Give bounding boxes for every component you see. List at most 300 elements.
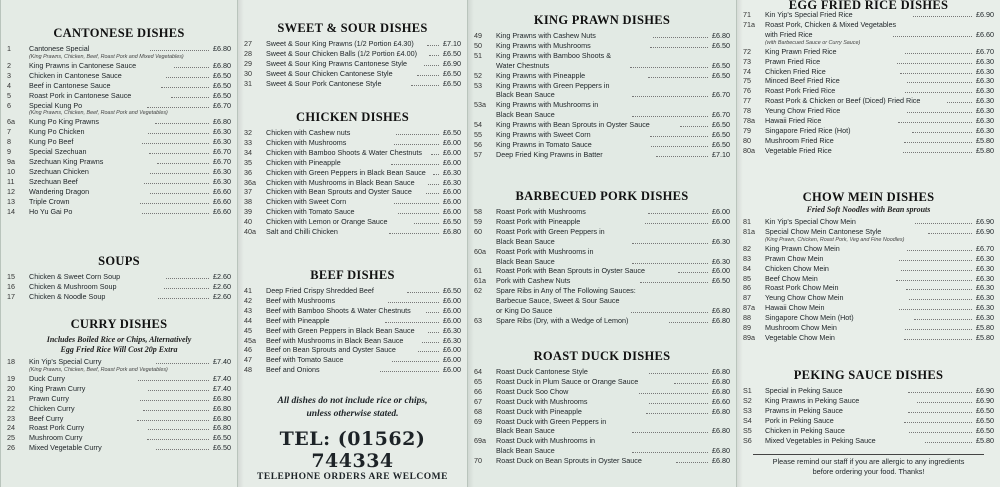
menu-item: [7, 157, 231, 167]
leader-dots: [676, 462, 708, 463]
menu-item: [474, 387, 730, 397]
menu-item: [7, 423, 231, 433]
item-number: 62: [474, 286, 482, 296]
item-price: £6.00: [712, 216, 730, 226]
leader-dots: [903, 152, 972, 153]
leader-dots: [138, 380, 209, 381]
item-price: £6.80: [213, 44, 231, 53]
item-price: £6.30: [443, 335, 461, 345]
item-name: Cantonese Special: [29, 44, 90, 53]
item-number: 15: [7, 272, 15, 281]
item-price: £5.80: [976, 323, 994, 333]
item-name-continued: Black Bean Sauce: [496, 256, 555, 266]
item-name: Chicken with Bean Sprouts and Oyster Sauce: [266, 187, 412, 197]
item-price: £6.50: [712, 139, 731, 149]
leader-dots: [148, 429, 209, 430]
peking-section: [743, 368, 994, 445]
leader-dots: [904, 339, 972, 340]
allergy-line-1: Please remind our staff if you are allergic to any ingredients: [772, 457, 965, 466]
item-name: Chicken in Cantonese Sauce: [29, 70, 122, 80]
menu-item: [474, 436, 730, 446]
item-number: 28: [244, 48, 252, 58]
item-name: Mixed Vegetables in Peking Sauce: [765, 435, 876, 445]
roast-duck-title: ROAST DUCK DISHES: [533, 349, 671, 363]
item-price: £2.60: [213, 272, 231, 281]
item-price: £6.50: [443, 78, 461, 88]
item-note: (King Prawns, Chicken, Beef, Roast Pork and Vegetables): [29, 110, 168, 117]
item-price: £6.30: [976, 253, 995, 263]
item-price: £6.00: [443, 315, 462, 325]
leader-dots: [389, 233, 439, 234]
item-name: Beef with Mushrooms in Black Bean Sauce: [266, 335, 404, 345]
item-price: £6.50: [712, 40, 731, 50]
item-price: £6.70: [976, 46, 995, 56]
leader-dots: [649, 403, 708, 404]
item-name: Sweet & Sour King Prawns Cantonese Style: [266, 58, 408, 68]
menu-item: [743, 406, 994, 416]
item-number: 65: [474, 376, 482, 386]
item-name: King Prawns with Pineapple: [496, 70, 586, 80]
menu-item: [7, 357, 231, 367]
leader-dots: [140, 400, 209, 401]
menu-item: [7, 187, 231, 197]
leader-dots: [142, 213, 209, 214]
item-name-continued: Black Bean Sauce: [496, 236, 555, 246]
item-name: King Prawns with Green Peppers in: [496, 80, 610, 90]
menu-item-continuation: [474, 90, 730, 100]
item-price: £6.50: [443, 48, 462, 58]
item-name-continued: Black Bean Sauce: [496, 426, 555, 436]
item-price: £6.00: [443, 355, 462, 365]
item-name: Chicken in Peking Sauce: [765, 425, 845, 435]
king-prawn-section: [474, 13, 730, 160]
item-name: Beef Curry: [29, 413, 64, 423]
item-note: (King Prawn, Chicken, Roast Pork, Veg and Fine Noodles): [765, 236, 905, 243]
item-name: Sweet & Sour Chicken Balls (1/2 Portion £4.00): [266, 48, 418, 58]
leader-dots: [908, 412, 972, 413]
leader-dots: [645, 223, 708, 224]
leader-dots: [632, 432, 708, 433]
item-name: Spare Ribs in Any of The Following Sauces:: [496, 286, 636, 296]
menu-item: [244, 128, 461, 138]
leader-dots: [150, 50, 209, 51]
menu-item: [474, 397, 730, 407]
item-name: King Prawn Fried Rice: [765, 46, 837, 56]
menu-item: [743, 264, 994, 274]
menu-item: [7, 207, 231, 217]
leader-dots: [905, 53, 972, 54]
item-number: 48: [244, 365, 252, 375]
item-number: 45a: [244, 335, 256, 345]
leader-dots: [898, 122, 972, 123]
item-number: 69a: [474, 436, 486, 446]
leader-dots: [150, 173, 209, 174]
menu-item: [743, 386, 994, 396]
item-number: 35: [244, 157, 252, 167]
item-number: 43: [244, 305, 252, 315]
item-number: 19: [7, 373, 15, 383]
item-name: Triple Crown: [29, 196, 70, 206]
item-number: 44: [244, 315, 252, 325]
menu-item: [474, 367, 730, 377]
item-price: £6.00: [443, 197, 462, 207]
item-name: King Prawns with Sweet Corn: [496, 130, 591, 140]
item-number: 55: [474, 130, 482, 140]
item-price: £6.80: [712, 31, 730, 40]
item-number: S2: [743, 395, 752, 405]
curry-title: CURRY DISHES: [70, 317, 168, 331]
item-name: Roast Pork with Bean Sprouts in Oyster Sauce: [496, 266, 646, 276]
leader-dots: [632, 263, 708, 264]
item-number: 86: [743, 283, 751, 293]
menu-item: [743, 313, 994, 323]
item-price: £6.50: [712, 70, 731, 80]
item-price: £6.00: [443, 157, 461, 167]
leader-dots: [907, 82, 972, 83]
item-number: 80a: [743, 145, 755, 155]
item-price: £6.80: [712, 306, 730, 316]
item-name: Vegetable Fried Rice: [765, 145, 832, 155]
leader-dots: [433, 174, 439, 175]
item-number: 32: [244, 128, 252, 137]
item-number: S4: [743, 415, 752, 425]
leader-dots: [650, 136, 708, 137]
item-price: £6.30: [213, 127, 232, 137]
item-price: £6.80: [712, 386, 730, 396]
item-price: £6.30: [976, 116, 995, 126]
item-number: 17: [7, 291, 15, 301]
menu-item: [743, 126, 994, 136]
item-price: £6.50: [213, 433, 231, 443]
item-name: Roast Duck Soo Chow: [496, 386, 569, 396]
item-name: Wandering Dragon: [29, 186, 90, 196]
item-price: £6.80: [213, 413, 232, 423]
item-name: Mixed Vegetable Curry: [29, 443, 102, 453]
chicken-title: CHICKEN DISHES: [296, 110, 409, 124]
menu-panel-4: [736, 0, 1000, 487]
menu-item: [743, 106, 994, 116]
item-number: 9a: [7, 157, 15, 167]
item-number: S1: [743, 386, 752, 395]
item-number: 73: [743, 56, 751, 66]
menu-item: [244, 355, 461, 365]
item-price: £6.30: [213, 176, 232, 186]
item-name: Szechuan Chicken: [29, 166, 89, 176]
item-name: Special Chow Mein Cantonese Style: [765, 226, 882, 236]
item-name: King Prawns in Tomato Sauce: [496, 139, 592, 149]
menu-item: [743, 274, 994, 284]
item-price: £6.30: [443, 177, 461, 187]
menu-item: [474, 377, 730, 387]
item-price: £2.60: [213, 281, 231, 291]
menu-item: [244, 326, 461, 336]
menu-item: [7, 404, 231, 414]
leader-dots: [417, 75, 439, 76]
leader-dots: [166, 77, 209, 78]
item-name-continued: Water Chestnuts: [496, 60, 550, 70]
menu-item: [474, 71, 730, 81]
chicken-section: [244, 110, 461, 237]
roast-duck-section: [474, 349, 730, 466]
item-number: 16: [7, 281, 15, 291]
cantonese-section: [7, 26, 231, 217]
menu-item: [743, 47, 994, 57]
leader-dots: [171, 97, 209, 98]
item-price: £6.60: [213, 206, 232, 216]
item-number: 52: [474, 70, 482, 80]
item-name: King Prawns in Cantonese Sauce: [29, 60, 137, 70]
item-number: 78a: [743, 116, 755, 126]
item-number: 30: [244, 68, 252, 78]
menu-item: [7, 414, 231, 424]
leader-dots: [411, 85, 439, 86]
leader-dots: [380, 371, 439, 372]
menu-item: [743, 86, 994, 96]
item-price: £6.30: [712, 236, 730, 246]
menu-item: [244, 217, 461, 227]
leader-dots: [385, 322, 439, 323]
leader-dots: [905, 92, 972, 93]
item-number: 10: [7, 166, 15, 176]
item-number: 69: [474, 416, 482, 426]
leader-dots: [912, 132, 972, 133]
leader-dots: [394, 203, 439, 204]
item-price: £6.80: [712, 456, 731, 466]
menu-item: [743, 303, 994, 313]
item-number: 14: [7, 206, 15, 216]
item-name: Beef and Onions: [266, 365, 320, 375]
item-price: £7.40: [213, 373, 232, 383]
item-name: Roast Pork with Green Peppers in: [496, 226, 605, 236]
item-name: Prawn Curry: [29, 393, 69, 403]
item-number: 67: [474, 396, 482, 406]
item-number: 6: [7, 100, 11, 110]
leader-dots: [900, 73, 972, 74]
item-name: Mushroom Chow Mein: [765, 323, 837, 333]
item-number: 71a: [743, 19, 755, 29]
leader-dots: [631, 312, 708, 313]
item-price: £6.90: [976, 395, 995, 405]
item-number: 58: [474, 207, 482, 216]
item-number: 66: [474, 386, 482, 396]
leader-dots: [424, 65, 439, 66]
item-price: £5.80: [976, 435, 994, 445]
item-name: King Prawns in Peking Sauce: [765, 395, 860, 405]
item-number: 63: [474, 315, 482, 325]
item-number: 89: [743, 323, 751, 333]
item-name: Beef with Pineapple: [266, 315, 330, 325]
item-price: £6.30: [976, 273, 995, 283]
item-name: Chicken with Green Peppers in Black Bean Sauce: [266, 167, 426, 177]
leader-dots: [632, 452, 708, 453]
item-price: £5.80: [976, 135, 995, 145]
beef-item-list: [244, 286, 461, 375]
item-name: Yeung Chow Fried Rice: [765, 106, 841, 116]
menu-item: [743, 283, 994, 293]
menu-item: [244, 306, 461, 316]
item-name-continued: Black Bean Sauce: [496, 90, 555, 100]
menu-item: [244, 227, 461, 237]
item-number: 25: [7, 433, 15, 443]
item-number: 40a: [244, 227, 256, 237]
menu-item: [474, 150, 730, 160]
soups-item-list: [7, 272, 231, 302]
chicken-item-list: [244, 128, 461, 237]
item-number: 6a: [7, 117, 15, 127]
item-number: 23: [7, 413, 15, 423]
leader-dots: [651, 146, 708, 147]
item-name: Pork with Cashew Nuts: [496, 276, 571, 286]
leader-dots: [426, 193, 439, 194]
notice-section: [244, 395, 461, 421]
item-number: 72: [743, 46, 751, 56]
leader-dots: [422, 342, 439, 343]
item-price: £6.30: [712, 256, 730, 266]
item-number: 18: [7, 357, 15, 366]
item-number: 50: [474, 40, 482, 50]
leader-dots: [907, 112, 972, 113]
item-number: 87a: [743, 303, 755, 313]
menu-item: [743, 67, 994, 77]
leader-dots: [908, 392, 972, 393]
menu-item: [743, 146, 994, 156]
leader-dots: [392, 361, 439, 362]
item-price: £6.30: [976, 86, 994, 96]
item-number: 60a: [474, 246, 486, 256]
menu-item: [244, 296, 461, 306]
item-name: Mushroom Fried Rice: [765, 135, 834, 145]
item-number: 87: [743, 293, 751, 303]
item-name: King Prawn Curry: [29, 383, 86, 393]
leader-dots: [897, 63, 972, 64]
item-price: £6.30: [976, 106, 994, 116]
menu-item: [7, 91, 231, 101]
item-price: £6.50: [443, 68, 461, 78]
menu-item: [244, 345, 461, 355]
item-number: 59: [474, 216, 482, 226]
leader-dots: [147, 107, 209, 108]
leader-dots: [398, 213, 439, 214]
leader-dots: [156, 449, 209, 450]
item-price: £6.30: [443, 167, 461, 177]
item-name: Vegetable Chow Mein: [765, 332, 835, 342]
item-price: £6.80: [712, 367, 731, 376]
menu-panel-3: [467, 0, 736, 487]
chow-mein-item-list: [743, 217, 994, 343]
item-number: 89a: [743, 332, 755, 342]
item-name: Chicken with Sweet Corn: [266, 197, 347, 207]
item-name: Beef Chow Mein: [765, 273, 818, 283]
menu-item: [743, 10, 994, 20]
item-number: S6: [743, 435, 752, 445]
item-price: £6.50: [976, 425, 995, 435]
item-name: King Prawns with Mushrooms in: [496, 100, 599, 110]
allergy-section: [743, 454, 994, 477]
item-number: 49: [474, 31, 482, 40]
leader-dots: [157, 163, 209, 164]
item-number: 31: [244, 78, 252, 88]
leader-dots: [649, 373, 708, 374]
item-name: Special Szechuan: [29, 147, 87, 157]
item-price: £6.70: [976, 243, 994, 253]
leader-dots: [147, 439, 209, 440]
item-name: Minced Beef Fried Rice: [765, 76, 840, 86]
item-number: 88: [743, 313, 751, 323]
item-number: 61a: [474, 276, 486, 286]
item-name: Ho Yu Gai Po: [29, 206, 73, 216]
chow-mein-subtitle: Fried Soft Noodles with Bean sprouts: [806, 205, 931, 214]
item-number: 20: [7, 383, 15, 393]
item-name-continued: Black Bean Sauce: [496, 110, 555, 120]
menu-item: [7, 282, 231, 292]
cantonese-item-list: [7, 44, 231, 217]
item-price: £6.90: [976, 10, 995, 19]
item-name: Roast Pork with Pineapple: [496, 216, 581, 226]
leader-dots: [164, 288, 209, 289]
item-name: Chicken with Mushrooms: [266, 137, 347, 147]
item-price: £6.30: [976, 283, 994, 293]
leader-dots: [144, 183, 209, 184]
item-price: £6.80: [712, 315, 731, 325]
leader-dots: [137, 420, 209, 421]
menu-item: [7, 101, 231, 111]
item-price: £6.50: [712, 130, 730, 140]
menu-item-continuation: [474, 296, 730, 306]
item-number: 51: [474, 50, 482, 60]
item-number: 4: [7, 80, 11, 90]
item-number: 75: [743, 76, 751, 86]
item-number: 42: [244, 295, 252, 305]
menu-item: [244, 286, 461, 296]
menu-item: [244, 59, 461, 69]
menu-item: [743, 20, 994, 30]
item-name-continued: Black Bean Sauce: [496, 446, 555, 456]
soups-section: [7, 254, 231, 302]
item-name: Roast Pork with Mushrooms: [496, 207, 586, 216]
item-name: Chicken with Bamboo Shoots & Water Chestnuts: [266, 147, 422, 157]
menu-item-continuation: [474, 257, 730, 267]
leader-dots: [156, 363, 209, 364]
menu-item: [474, 100, 730, 110]
leader-dots: [896, 280, 972, 281]
item-price: £6.50: [443, 217, 461, 227]
menu-item-continuation: [474, 446, 730, 456]
item-number: 5: [7, 90, 11, 100]
item-name: King Prawn Chow Mein: [765, 243, 840, 253]
item-price: £6.00: [443, 295, 462, 305]
menu-item: [743, 76, 994, 86]
leader-dots: [915, 223, 972, 224]
item-name: King Prawns with Cashew Nuts: [496, 31, 596, 40]
leader-dots: [648, 77, 708, 78]
item-name: Deep Fried King Prawns in Batter: [496, 149, 603, 159]
menu-item: [7, 61, 231, 71]
item-number: 37: [244, 187, 252, 197]
item-name: Chicken Curry: [29, 403, 75, 413]
menu-item: [244, 39, 461, 49]
leader-dots: [148, 133, 209, 134]
item-name: Prawns in Peking Sauce: [765, 405, 843, 415]
item-price: £6.90: [443, 58, 461, 68]
item-number: 12: [7, 186, 15, 196]
item-name: Chicken with Tomato Sauce: [266, 207, 355, 217]
menu-item: [474, 286, 730, 296]
item-name: Prawn Fried Rice: [765, 56, 821, 66]
item-price: £6.30: [213, 166, 231, 176]
item-price: £6.50: [443, 128, 462, 137]
menu-item: [7, 272, 231, 282]
item-name: Chicken & Sweet Corn Soup: [29, 272, 121, 281]
